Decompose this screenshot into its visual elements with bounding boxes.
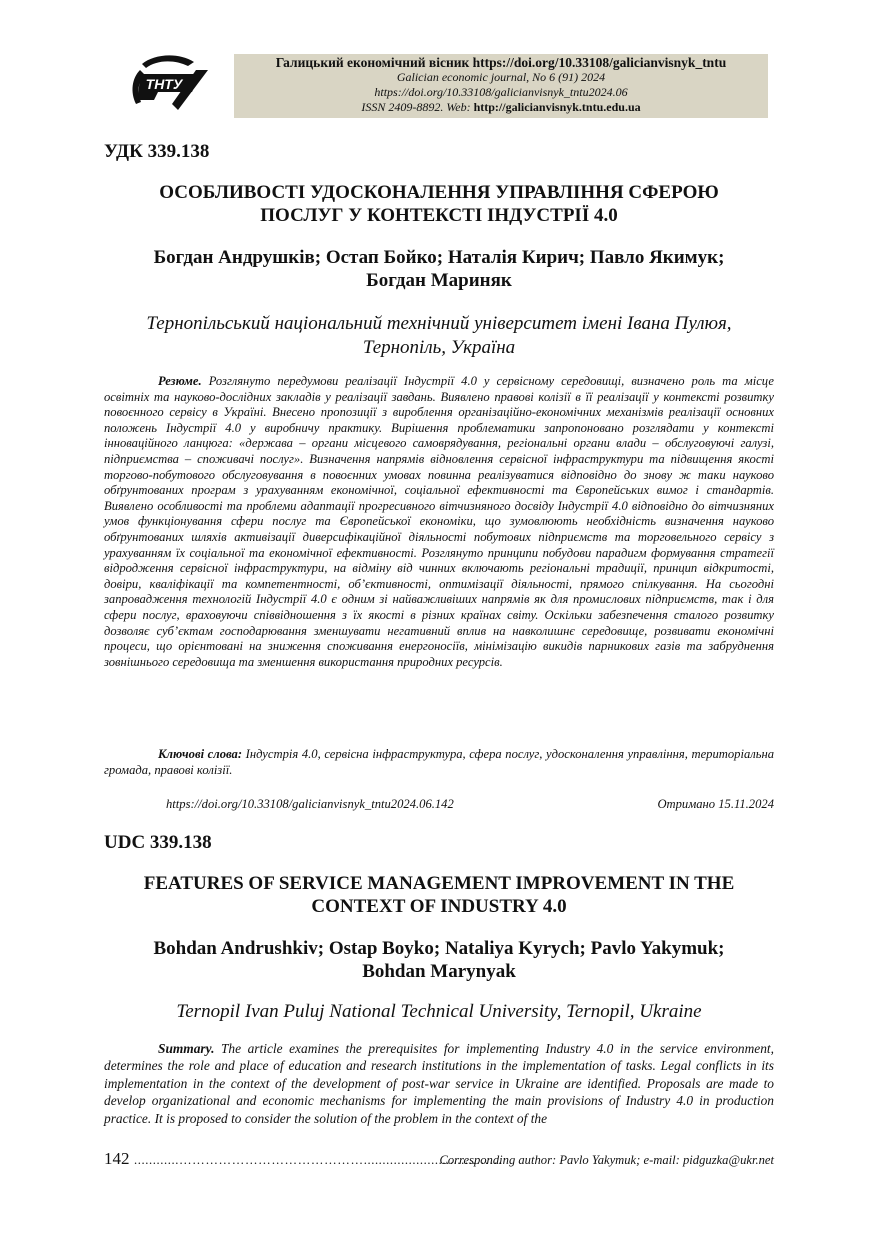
summary-en-lead: Summary. [158,1041,215,1056]
logo-text: ТНТУ [145,76,183,92]
keywords-ua [104,747,774,778]
issn-label: ISSN 2409-8892. Web: [361,100,471,114]
keywords-ua-lead: Ключові слова: [158,747,243,761]
footer-leader-dots: ............……………………………………..............................…… [134,1153,503,1167]
title-ua-line1: ОСОБЛИВОСТІ УДОСКОНАЛЕННЯ УПРАВЛІННЯ СФЕРОЮ [159,182,719,203]
page-number: 142 [104,1149,130,1168]
abstract-ua-lead: Резюме. [158,374,202,388]
journal-line2: Galician economic journal, No 6 (91) 2024 [396,70,606,84]
journal-line3: https://doi.org/10.33108/galicianvisnyk_tntu2024.06 [374,85,628,99]
article-doi-link[interactable]: https://doi.org/10.33108/galicianvisnyk_tntu2024.06.142 [166,797,454,811]
summary-en-text: The article examines the prerequisites for implementing Industry 4.0 in the service environment, determines the role and place of education and research institutions in the implementation of tasks. Legal conflicts in its implementation in the context of the development of post-war service in Ukraine are identified. Proposals are made to develop organizational and economic mechanisms for implementing the main provisions of Industry 4.0 in production practice. It is proposed to consider the solution of the problem in the context of the [104,1041,774,1126]
summary-en [104,1040,774,1127]
affiliation-ua-line1: Тернопільський національний технічний університет імені Івана Пулюя, [146,313,732,334]
authors-ua [104,246,774,292]
title-ua-line2: ПОСЛУГ У КОНТЕКСТІ ІНДУСТРІЇ 4.0 [260,205,618,226]
title-en-line2: CONTEXT OF INDUSTRY 4.0 [311,896,567,917]
tntu-logo-icon [128,52,210,114]
received-date: Отримано 15.11.2024 [657,797,774,811]
authors-ua-line1: Богдан Андрушків; Остап Бойко; Наталія Кирич; Павло Якимук; [153,247,725,268]
udc-en: UDC 339.138 [104,832,212,853]
journal-web-link[interactable]: http://galicianvisnyk.tntu.edu.ua [473,100,641,114]
journal-line1: Галицький економічний вісник https://doi.org/10.33108/galicianvisnyk_tntu [275,55,727,70]
abstract-ua-text: Розглянуто передумови реалізації Індустрії 4.0 у сервісному середовищі, визначено роль та місце освітніх та науково-дослідних закладів у реалізації завдань. Виявлено правові колізії в її реалізації у контексті розвитку повоєнного сервісу в Україні. Внесено пропозиції з вироблення організаційно-економічних механізмів реалізації основних положень Індустрії 4.0 у виробничу практику. Вирішення проблематики запропоновано розглядати у контексті інноваційного ланцюга: «держава – органи місцевого самоврядування, регіональні органи влади – обслуговуючі галузі, підприємства – споживачі послуг». Визначення напрямів відновлення сервісної інфраструктури та підвищення якості торгово-побутового обслуговування в повоєнних умовах повинна реалізуватися відповідно до знову ж таки науково обґрунтованих програм з урахуванням економічної, соціальної ефективності та Європейських вимог і стандартів. Виявлено особливості та проблеми адаптації прогресивного вітчизняного досвіду Індустрії 4.0 відповідно до вітчизняних умов функціонування сфери послуг та Європейської економіки, що зумовлюють необхідність визначення науково обґрунтованих шляхів активізації диверсифікаційної діяльності побутових підприємств та торговельного сервісу з урахуванням їх соціальної та економічної ефективності. Розглянуто принципи побудови парадигм формування стратегії відродження сервісної інфраструктури, на відміну від чинних включають регіональні традиції, принцип відкритості, довіри, кваліфікації та компетентності, об’єктивності, оптимізації діяльності, прямого спілкування. На сьогодні запровадження технологій Індустрії 4.0 є одним зі найважливіших напрямів як для промислових підприємств, так і для сфери послуг, враховуючи співвідношення з їх якості в різних країнах світу. Оскільки забезпечення сталого розвитку дозволяє суб’єктам господарювання зменшувати негативний вплив на навколишнє середовище, розвивати економічні процеси, що орієнтовані на зниження споживання енергоносіїв, мінімізацію викидів парникових газів та забруднення зовнішнього середовища та зменшення використання природних ресурсів. [104,374,774,669]
affiliation-ua [104,312,774,360]
authors-en-line2: Bohdan Marynyak [362,961,516,982]
journal-line4 [234,100,768,115]
abstract-ua [104,374,774,670]
udc-ua: УДК 339.138 [104,141,210,162]
affiliation-en: Ternopil Ivan Puluj National Technical University, Ternopil, Ukraine [176,1001,702,1022]
title-en-line1: FEATURES OF SERVICE MANAGEMENT IMPROVEMENT IN THE [143,873,735,894]
journal-info-box [234,54,768,118]
corresponding-author: Corresponding author: Pavlo Yakymuk; e-mail: pidguzka@ukr.net [439,1153,774,1167]
title-ua [104,181,774,227]
affiliation-ua-line2: Тернопіль, Україна [362,337,516,358]
title-en [104,872,774,918]
authors-en-line1: Bohdan Andrushkiv; Ostap Boyko; Nataliya Kyrych; Pavlo Yakymuk; [153,938,725,959]
page-footer [104,1149,774,1172]
keywords-ua-text: Індустрія 4.0, сервісна інфраструктура, сфера послуг, удосконалення управління, територіальна громада, правові колізії. [104,747,775,777]
authors-en [104,937,774,983]
authors-ua-line2: Богдан Мариняк [366,270,512,291]
